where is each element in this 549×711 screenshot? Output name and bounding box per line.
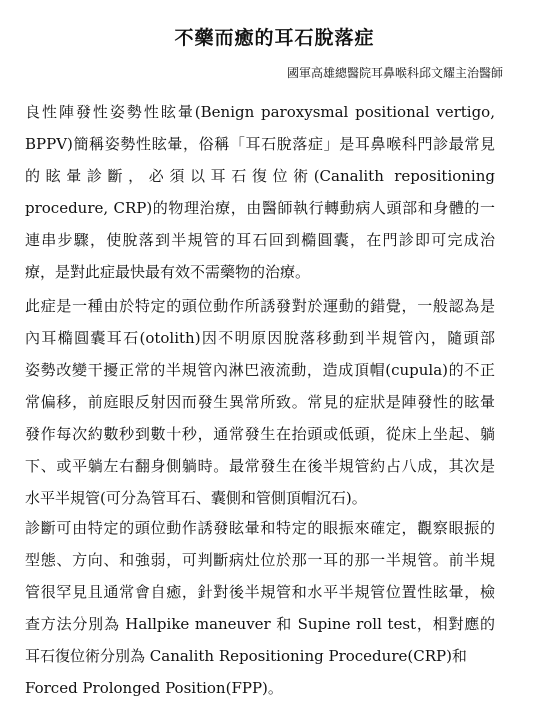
paragraph-line: 姿勢改變干擾正常的半規管內淋巴液流動，造成頂帽(cupula)的不正: [25, 361, 495, 379]
paragraph-line: 連串步驟，使脫落到半規管的耳石回到橢圓囊，在門診即可完成治: [25, 231, 495, 249]
paragraph-line: 發作每次約數秒到數十秒，通常發生在抬頭或低頭，從床上坐起、躺: [25, 425, 495, 443]
paragraph-line: 型態、方向、和強弱，可判斷病灶位於那一耳的那一半規管。前半規: [25, 551, 495, 569]
paragraph-line: 良性陣發性姿勢性眩暈(Benign paroxysmal positional vertigo,: [25, 103, 495, 121]
paragraph-line: 內耳橢圓囊耳石(otolith)因不明原因脫落移動到半規管內，隨頭部: [25, 329, 495, 347]
paragraph-line: 查方法分別為 Hallpike maneuver 和 Supine roll test，相對應的: [25, 615, 495, 633]
paragraph-line: BPPV)簡稱姿勢性眩暈，俗稱「耳石脫落症」是耳鼻喉科門診最常見: [25, 135, 495, 153]
paragraph-line: 的眩暈診斷，必須以耳石復位術(Canalith repositioning: [25, 167, 495, 185]
document-title: 不藥而癒的耳石脫落症: [174, 27, 375, 49]
paragraph-line: 此症是一種由於特定的頭位動作所誘發對於運動的錯覺，一般認為是: [25, 297, 495, 315]
paragraph-line: 管很罕見且通常會自癒，針對後半規管和水平半規管位置性眩暈，檢: [25, 583, 495, 601]
paragraph-line: 療，是對此症最快最有效不需藥物的治療。: [25, 263, 311, 281]
author-byline: 國軍高雄總醫院耳鼻喉科邱文耀主治醫師: [286, 66, 503, 80]
paragraph-line: 耳石復位術分別為 Canalith Repositioning Procedure(CRP)和: [25, 647, 467, 665]
paragraph-line: Forced Prolonged Position(FPP)。: [25, 679, 283, 697]
paragraph-line: 診斷可由特定的頭位動作誘發眩暈和特定的眼振來確定，觀察眼振的: [25, 519, 495, 537]
paragraph-1: [25, 96, 495, 288]
paragraph-line: procedure, CRP)的物理治療，由醫師執行轉動病人頭部和身體的一: [25, 199, 495, 217]
paragraph-2: [25, 290, 495, 514]
paragraph-line: 常偏移，前庭眼反射因而發生異常所致。常見的症狀是陣發性的眩暈: [25, 393, 495, 411]
paragraph-3: [25, 512, 495, 704]
paragraph-line: 下、或平躺左右翻身側躺時。最常發生在後半規管約占八成，其次是: [25, 457, 495, 475]
paragraph-line: 水平半規管(可分為管耳石、囊側和管側頂帽沉石)。: [25, 489, 367, 507]
